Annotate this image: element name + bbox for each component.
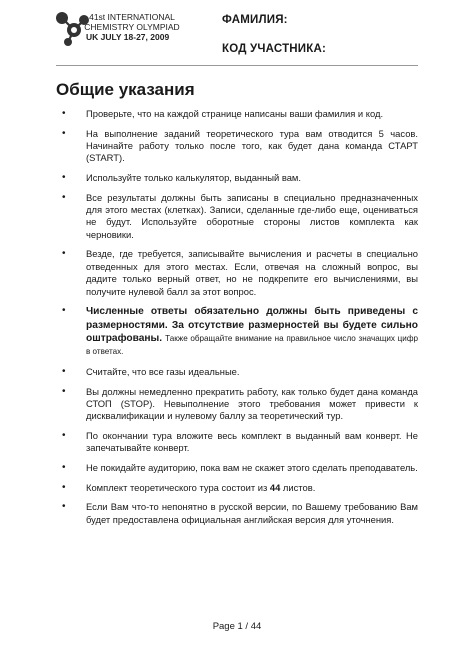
instruction-text: Используйте только калькулятор, выданный вам. xyxy=(86,172,301,183)
bullet-icon: • xyxy=(62,385,66,397)
instruction-text: Вы должны немедленно прекратить работу, как только будет дана команда СТОП (STOP). Невыполнение этого требования может привести к дисквалификации и нулевому баллу за теоретический тур. xyxy=(86,385,418,422)
instruction-text: Считайте, что все газы идеальные. xyxy=(86,366,240,378)
list-item xyxy=(56,108,418,120)
list-item xyxy=(56,128,418,165)
olympiad-line-1: 41st INTERNATIONAL xyxy=(89,12,175,22)
olympiad-title xyxy=(84,12,180,42)
instruction-emphasis: Численные ответы обязательно должны быть приведены с размерностями. За отсутствие размерностей вы будете сильно оштрафованы. xyxy=(86,306,418,345)
bullet-icon: • xyxy=(62,366,66,378)
bullet-icon: • xyxy=(62,430,66,442)
instruction-text: Также обращайте внимание на правильное число значащих цифр в ответах. xyxy=(86,334,418,357)
bullet-icon: • xyxy=(62,501,66,513)
bullet-icon: • xyxy=(62,462,66,474)
list-item xyxy=(56,386,418,423)
list-item xyxy=(56,501,418,526)
bullet-icon: • xyxy=(62,191,66,203)
bullet-icon: • xyxy=(62,481,66,493)
instructions-list xyxy=(56,108,418,533)
bullet-icon: • xyxy=(62,248,66,260)
page-number: Page 1 / 44 xyxy=(212,621,262,632)
list-item xyxy=(56,366,418,378)
bullet-icon: • xyxy=(62,172,66,183)
instruction-text: На выполнение заданий теоретического тура вам отводится 5 часов. Начинайте работу только после того, как будет дана команда СТАРТ (START). xyxy=(86,127,418,164)
instruction-text: Все результаты должны быть записаны в специально предназначенных для этого местах (клетках). Записи, сделанные где-либо еще, оцениваться не будут. Используйте оборотные стороны листов комплекта как черновики. xyxy=(86,191,418,240)
list-item xyxy=(56,305,418,359)
list-item xyxy=(56,482,418,494)
list-item xyxy=(56,462,418,474)
olympiad-line-2: CHEMISTRY OLYMPIAD xyxy=(84,22,180,32)
sheet-count: 44 xyxy=(269,481,281,493)
olympiad-line-3: UK JULY 18-27, 2009 xyxy=(86,32,170,42)
list-item xyxy=(56,248,418,298)
instruction-text: Если Вам что-то непонятно в русской версии, по Вашему требованию Вам будет предоставлена официальная английская версия для уточнения. xyxy=(86,501,418,525)
list-item xyxy=(56,192,418,242)
header-divider xyxy=(56,65,418,66)
instruction-text: Не покидайте аудиторию, пока вам не скажет этого сделать преподаватель. xyxy=(86,462,418,474)
bullet-icon: • xyxy=(62,305,66,317)
participant-code-label: КОД УЧАСТНИКА: xyxy=(222,43,327,55)
instruction-text: Комплект теоретического тура состоит из xyxy=(86,481,270,493)
instruction-text: листов. xyxy=(280,481,316,493)
list-item xyxy=(56,430,418,455)
instruction-text: Везде, где требуется, записывайте вычисления и расчеты в специально отведенных для этого местах. Если, отвечая на сложный вопрос, вы дадите только верный ответ, но не подкрепите его вычислениями, вы получите нулевой балл за этот вопрос. xyxy=(86,248,418,297)
surname-label: ФАМИЛИЯ: xyxy=(222,14,288,26)
list-item xyxy=(56,172,418,184)
instruction-text: Проверьте, что на каждой странице написаны ваши фамилия и код. xyxy=(86,108,384,119)
page-title: Общие указания xyxy=(56,80,195,99)
bullet-icon: • xyxy=(62,127,66,139)
bullet-icon: • xyxy=(62,108,66,119)
instruction-text: По окончании тура вложите весь комплект в выданный вам конверт. Не запечатывайте конверт. xyxy=(86,430,418,454)
